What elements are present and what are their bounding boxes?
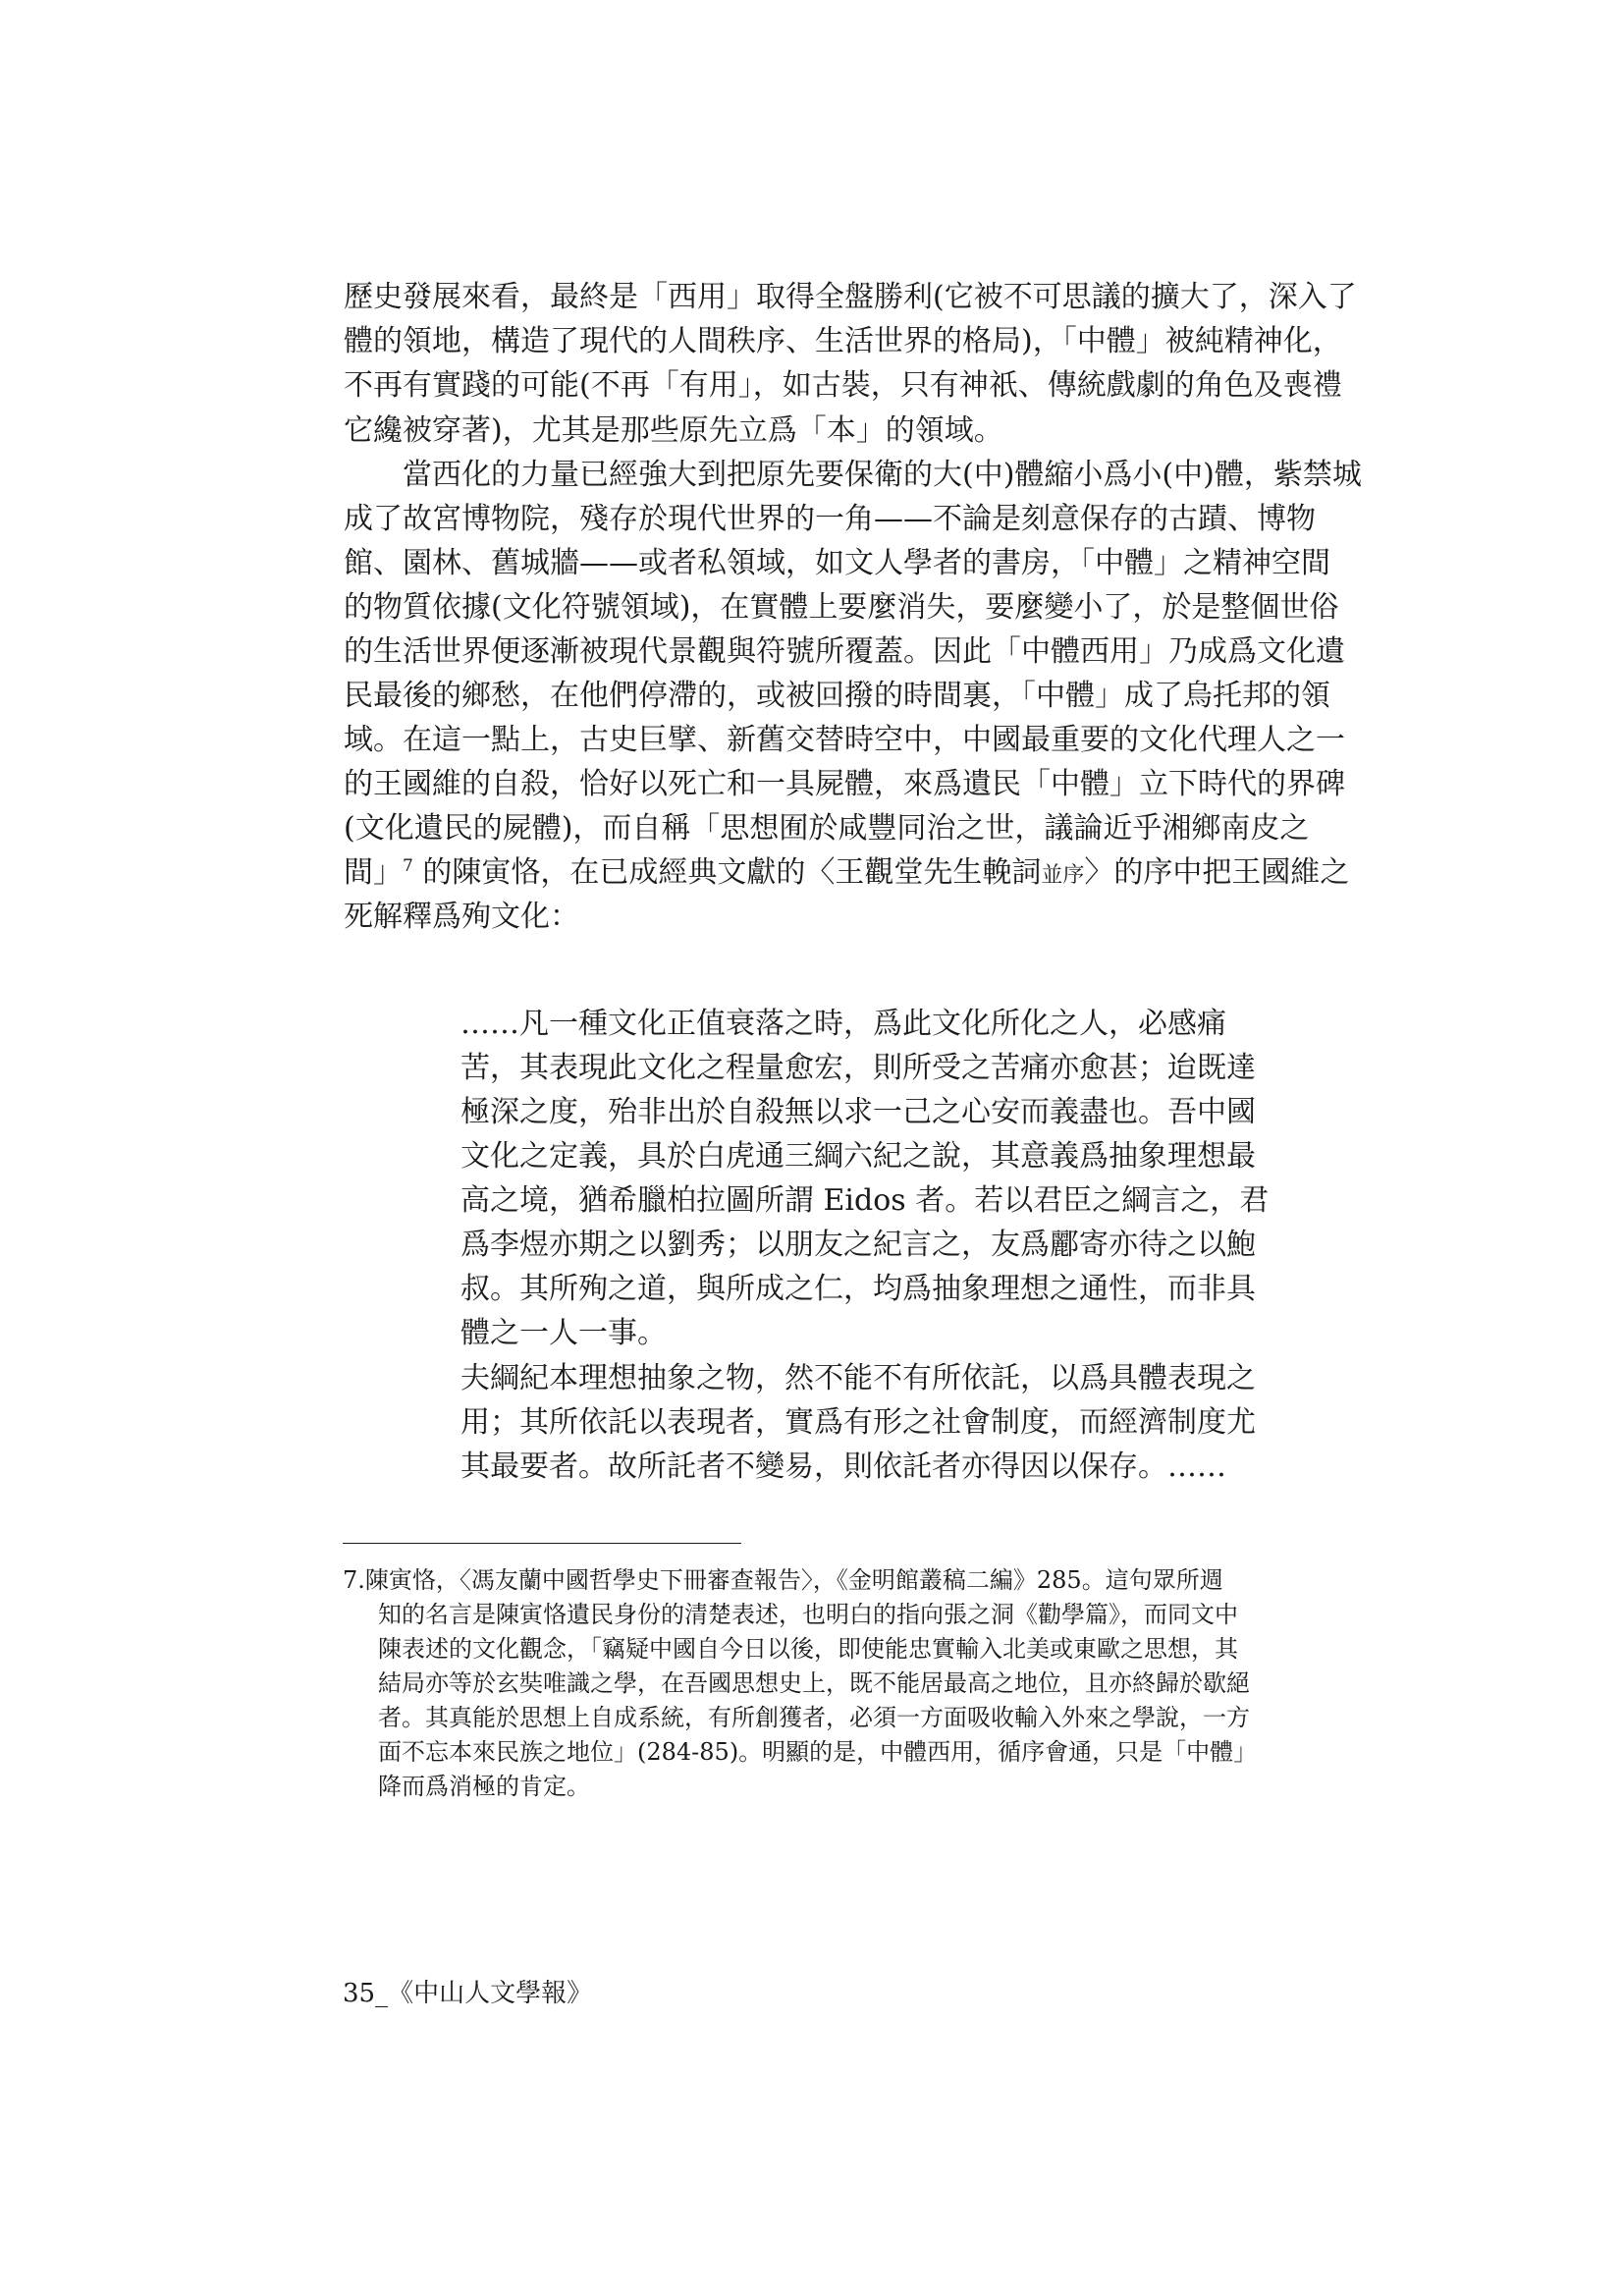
quote-line: ……凡一種文化正值衰落之時，爲此文化所化之人，必感痛 bbox=[460, 1007, 1226, 1041]
quote-line: 用；其所依託以表現者，實爲有形之社會制度，而經濟制度尤 bbox=[460, 1405, 1256, 1440]
page-footer: 35_《中山人文學報》 bbox=[343, 1979, 593, 2008]
body-text-segment: 〉的序中把王國維之 bbox=[1084, 855, 1350, 890]
body-line: 不再有實踐的可能(不再「有用」，如古裝，只有神祇、傳統戲劇的角色及喪禮 bbox=[344, 368, 1342, 403]
quote-line: 苦，其表現此文化之程量愈宏，則所受之苦痛亦愈甚；迨既達 bbox=[460, 1051, 1256, 1085]
body-line: 域。在這一點上，古史巨擘、新舊交替時空中，中國最重要的文化代理人之一 bbox=[344, 723, 1345, 757]
body-line: 的生活世界便逐漸被現代景觀與符號所覆蓋。因此「中體西用」乃成爲文化遺 bbox=[344, 634, 1345, 669]
body-line bbox=[344, 855, 1350, 891]
body-line: 的王國維的自殺，恰好以死亡和一具屍體，來爲遺民「中體」立下時代的界碑 bbox=[344, 767, 1345, 801]
body-line: 成了故宮博物院，殘存於現代世界的一角——不論是刻意保存的古蹟、博物 bbox=[344, 502, 1316, 536]
body-line: 它纔被穿著)，尤其是那些原先立爲「本」的領域。 bbox=[344, 413, 1003, 448]
body-line: 體的領地，構造了現代的人間秩序、生活世界的格局)，「中體」被純精神化， bbox=[344, 324, 1342, 358]
body-text-segment: 間」 bbox=[344, 855, 403, 890]
body-line: 死解釋爲殉文化： bbox=[344, 900, 579, 934]
quote-line: 其最要者。故所託者不變易，則依託者亦得因以保存。…… bbox=[460, 1449, 1226, 1484]
footnote-line: 者。其真能於思想上自成系統，有所創獲者，必須一方面吸收輸入外來之學說，一方 bbox=[378, 1704, 1250, 1731]
quote-line: 高之境，猶希臘柏拉圖所謂 Eidos 者。若以君臣之綱言之，君 bbox=[460, 1183, 1270, 1218]
quote-line: 文化之定義，具於白虎通三綱六紀之說，其意義爲抽象理想最 bbox=[460, 1139, 1256, 1174]
footnote-line: 知的名言是陳寅恪遺民身份的清楚表述，也明白的指向張之洞《勸學篇》，而同文中 bbox=[378, 1601, 1238, 1628]
quote-line: 夫綱紀本理想抽象之物，然不能不有所依託，以爲具體表現之 bbox=[460, 1361, 1256, 1395]
body-line: 的物質依據(文化符號領域)，在實體上要麼消失，要麼變小了，於是整個世俗 bbox=[344, 590, 1339, 625]
footnote-line: 面不忘本來民族之地位」(284-85)。明顯的是，中體西用，循序會通，只是「中體」 bbox=[378, 1738, 1258, 1766]
body-line: 歷史發展來看，最終是「西用」取得全盤勝利(它被不可思議的擴大了，深入了 bbox=[344, 280, 1357, 314]
quote-line: 極深之度，殆非出於自殺無以求一己之心安而義盡也。吾中國 bbox=[460, 1095, 1256, 1129]
footnote-line: 陳表述的文化觀念，「竊疑中國自今日以後，即使能忠實輸入北美或東歐之思想，其 bbox=[378, 1635, 1238, 1663]
body-line: (文化遺民的屍體)，而自稱「思想囿於咸豐同治之世，議論近乎湘鄉南皮之 bbox=[344, 811, 1310, 846]
footnote-divider bbox=[343, 1543, 741, 1544]
body-text-segment: 的陳寅恪，在已成經典文獻的〈王觀堂先生輓詞 bbox=[412, 855, 1042, 890]
body-line: 民最後的鄉愁，在他們停滯的，或被回撥的時間裏，「中體」成了烏托邦的領 bbox=[344, 679, 1330, 713]
quote-line: 體之一人一事。 bbox=[460, 1316, 667, 1350]
footnote-line: 7.陳寅恪，〈馮友蘭中國哲學史下冊審查報告〉，《金明館叢稿二編》285。這句眾所週 bbox=[343, 1566, 1223, 1594]
small-annotation: 並序 bbox=[1041, 863, 1085, 888]
footnote-reference[interactable]: 7 bbox=[403, 856, 413, 876]
quote-line: 叔。其所殉之道，與所成之仁，均爲抽象理想之通性，而非具 bbox=[460, 1272, 1256, 1306]
body-line: 館、園林、舊城牆——或者私領域，如文人學者的書房，「中體」之精神空間 bbox=[344, 546, 1330, 580]
body-line: 當西化的力量已經強大到把原先要保衛的大(中)體縮小爲小(中)體，紫禁城 bbox=[344, 458, 1362, 492]
footnote-line: 結局亦等於玄奘唯識之學，在吾國思想史上，既不能居最高之地位，且亦終歸於歇絕 bbox=[378, 1669, 1250, 1697]
footnote-line: 降而爲消極的肯定。 bbox=[378, 1773, 590, 1800]
quote-line: 爲李煜亦期之以劉秀；以朋友之紀言之，友爲酈寄亦待之以鮑 bbox=[460, 1228, 1256, 1262]
